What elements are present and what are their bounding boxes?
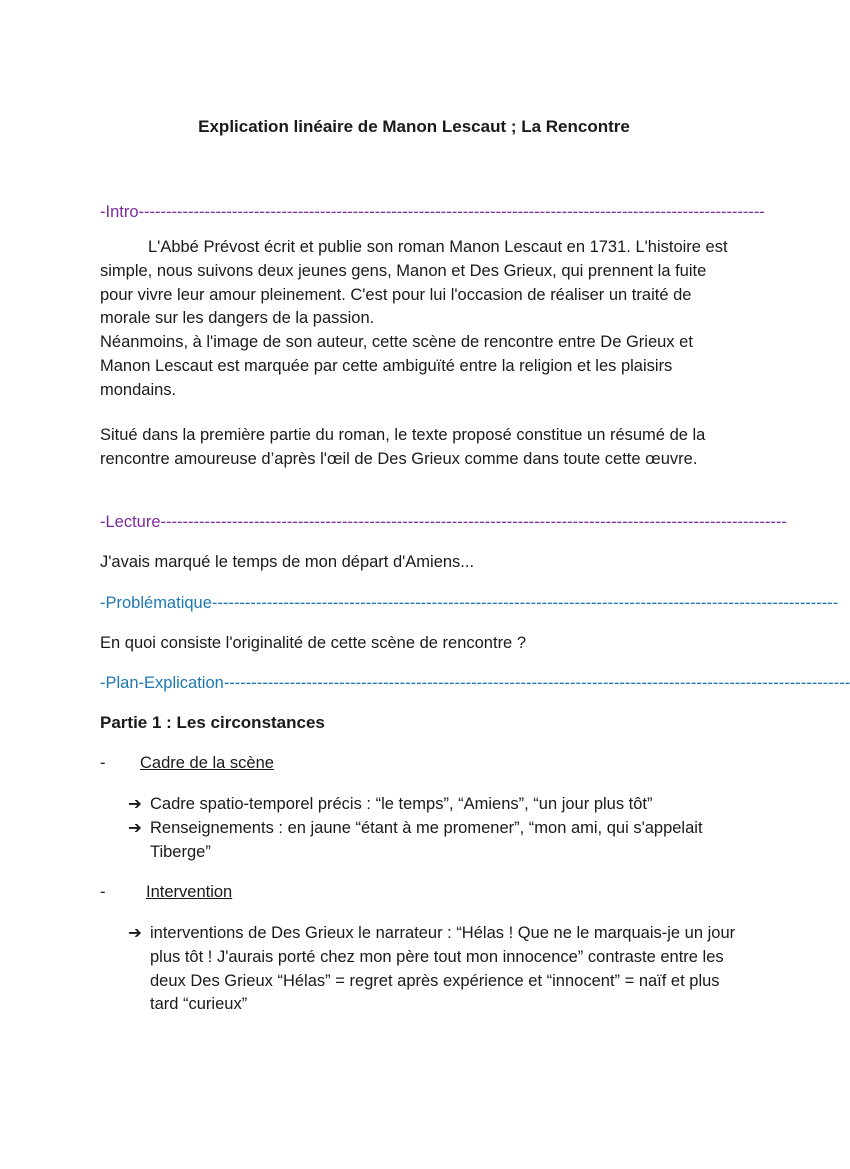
- arrow-right-icon: ➔: [128, 795, 142, 813]
- dash-bullet: -: [100, 754, 106, 772]
- arrow-right-icon: ➔: [128, 924, 142, 942]
- list-item-text: interventions de Des Grieux le narrateur : “Hélas ! Que ne le marquais-je un jour plus tôt ! J'aurais porté chez mon père tout mon innocence” contraste entre les deux Des Grieux “Hélas” = regret après expérience et “innocent” = naïf et plus tard “curieux”: [150, 924, 736, 1014]
- cadre-list: [128, 793, 738, 864]
- lecture-separator: [100, 512, 787, 532]
- intervention-list: [128, 922, 738, 1017]
- list-item: [128, 922, 738, 1017]
- lecture-label: -Lecture: [100, 513, 161, 531]
- separator-dashes: ------------------------------------------------------------------------------------------------------------------: [138, 203, 765, 221]
- separator-dashes: ------------------------------------------------------------------------------------------------------------------: [211, 594, 839, 612]
- separator-dashes: ------------------------------------------------------------------------------------------------------------------: [223, 674, 850, 692]
- problematique-label: -Problématique: [100, 594, 212, 612]
- intro-paragraph-2: Situé dans la première partie du roman, le texte proposé constitue un résumé de la rencontre amoureuse d’après l'œil de Des Grieux comme dans toute cette œuvre.: [100, 426, 706, 468]
- problematique-separator: [100, 593, 839, 613]
- subsection-intervention: [100, 883, 232, 902]
- subsection-intervention-title: Intervention: [146, 883, 233, 901]
- partie-1-heading: Partie 1 : Les circonstances: [100, 713, 325, 732]
- page-title: Explication linéaire de Manon Lescaut ; La Rencontre: [198, 117, 630, 136]
- subsection-cadre-title: Cadre de la scène: [140, 754, 274, 772]
- intro-paragraph-1: [100, 236, 740, 403]
- intro-text-1: L'Abbé Prévost écrit et publie son roman Manon Lescaut en 1731. L'histoire est simple, nous suivons deux jeunes gens, Manon et Des Grieux, qui prennent la fuite pour vivre leur amour pleinement. C'est pour lui l'occasion de réaliser un traité de morale sur les dangers de la passion.: [100, 238, 728, 328]
- lecture-text: J'avais marqué le temps de mon départ d'Amiens...: [100, 553, 475, 571]
- list-item-text: Cadre spatio-temporel précis : “le temps”, “Amiens”, “un jour plus tôt”: [150, 795, 653, 813]
- dash-bullet: -: [100, 883, 106, 901]
- intro-text-2: Néanmoins, à l'image de son auteur, cette scène de rencontre entre De Grieux et Manon Lescaut est marquée par cette ambiguïté entre la religion et les plaisirs mondains.: [100, 333, 693, 399]
- list-item: [128, 817, 738, 865]
- intro-label: -Intro: [100, 203, 139, 221]
- problematique-text: En quoi consiste l'originalité de cette scène de rencontre ?: [100, 634, 526, 652]
- intro-separator: [100, 202, 765, 222]
- separator-dashes: ------------------------------------------------------------------------------------------------------------------: [160, 513, 787, 531]
- plan-label: -Plan-Explication: [100, 674, 224, 692]
- subsection-cadre: [100, 754, 274, 773]
- arrow-right-icon: ➔: [128, 818, 142, 837]
- plan-separator: [100, 673, 850, 693]
- list-item: [128, 793, 738, 817]
- list-item-text: Renseignements : en jaune “étant à me promener”, “mon ami, qui s'appelait Tiberge”: [150, 818, 703, 861]
